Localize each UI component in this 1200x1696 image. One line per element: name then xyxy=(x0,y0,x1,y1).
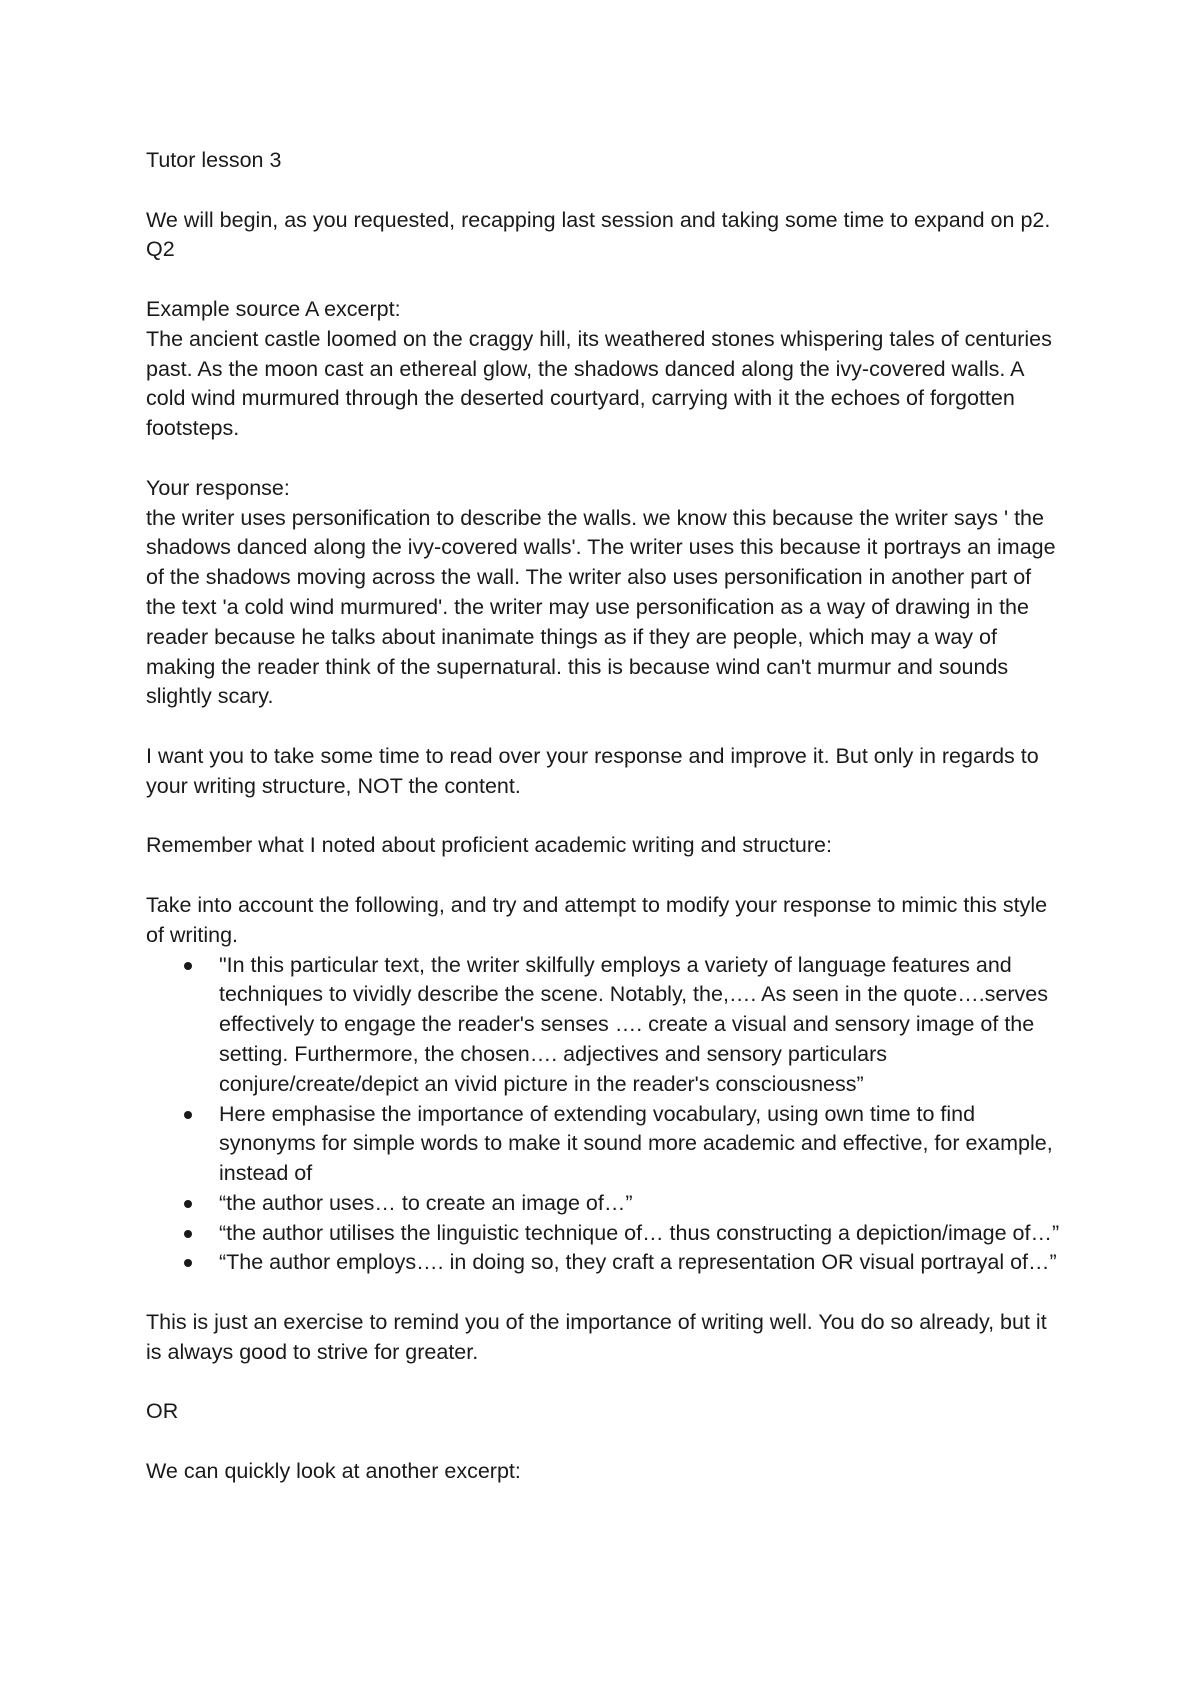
or-text: OR xyxy=(146,1399,179,1424)
list-item: Here emphasise the importance of extending vocabulary, using own time to find synonyms for simple words to make it sound more academic and effective, for example, instead of xyxy=(146,1100,1066,1189)
list-item: “the author utilises the linguistic technique of… thus constructing a depiction/image of…” xyxy=(146,1219,1066,1249)
bullet-icon xyxy=(184,962,192,970)
exercise-note-paragraph: This is just an exercise to remind you of the importance of writing well. You do so already, but it is always good to strive for greater. xyxy=(146,1310,1047,1364)
bullet-icon xyxy=(184,1259,192,1267)
bullet-icon xyxy=(184,1230,192,1238)
bullet-icon xyxy=(184,1200,192,1208)
list-item: “The author employs…. in doing so, they craft a representation OR visual portrayal of…” xyxy=(146,1248,1066,1278)
example-phrases-list xyxy=(146,951,1066,1279)
take-into-account-paragraph: Take into account the following, and try and attempt to modify your response to mimic this style of writing. xyxy=(146,892,1048,947)
reminder-paragraph: Remember what I noted about proficient academic writing and structure: xyxy=(146,833,832,858)
response-heading: Your response: xyxy=(146,475,290,500)
source-excerpt: The ancient castle loomed on the craggy hill, its weathered stones whispering tales of centuries past. As the moon cast an ethereal glow, the shadows danced along the ivy-covered walls. A cold wind murmured through the deserted courtyard, carrying with it the echoes of forgotten footsteps. xyxy=(146,326,1052,441)
response-paragraph: the writer uses personification to describe the walls. we know this because the writer says ' the shadows danced along the ivy-covered walls'. The writer uses this because it portrays an image of the shadows moving across the wall. The writer also uses personification in another part of the text 'a cold wind murmured'. the writer may use personification as a way of drawing in the reader because he talks about inanimate things as if they are people, which may a way of making the reader think of the supernatural. this is because wind can't murmur and sounds slightly scary. xyxy=(146,505,1056,709)
list-item: "In this particular text, the writer skilfully employs a variety of language features and techniques to vividly describe the scene. Notably, the,…. As seen in the quote….serves effectively to engage the reader's senses …. create a visual and sensory image of the setting. Furthermore, the chosen…. adjectives and sensory particulars conjure/create/depict an vivid picture in the reader's consciousness” xyxy=(146,951,1066,1100)
document-title: Tutor lesson 3 xyxy=(146,148,282,172)
list-item: “the author uses… to create an image of…” xyxy=(146,1189,1066,1219)
source-heading: Example source A excerpt: xyxy=(146,296,401,321)
bullet-icon xyxy=(184,1111,192,1119)
document-page xyxy=(146,146,1066,1517)
instruction-paragraph: I want you to take some time to read over your response and improve it. But only in regards to your writing structure, NOT the content. xyxy=(146,743,1039,798)
closing-paragraph: We can quickly look at another excerpt: xyxy=(146,1459,521,1484)
intro-paragraph: We will begin, as you requested, recapping last session and taking some time to expand on p2. Q2 xyxy=(146,207,1051,262)
